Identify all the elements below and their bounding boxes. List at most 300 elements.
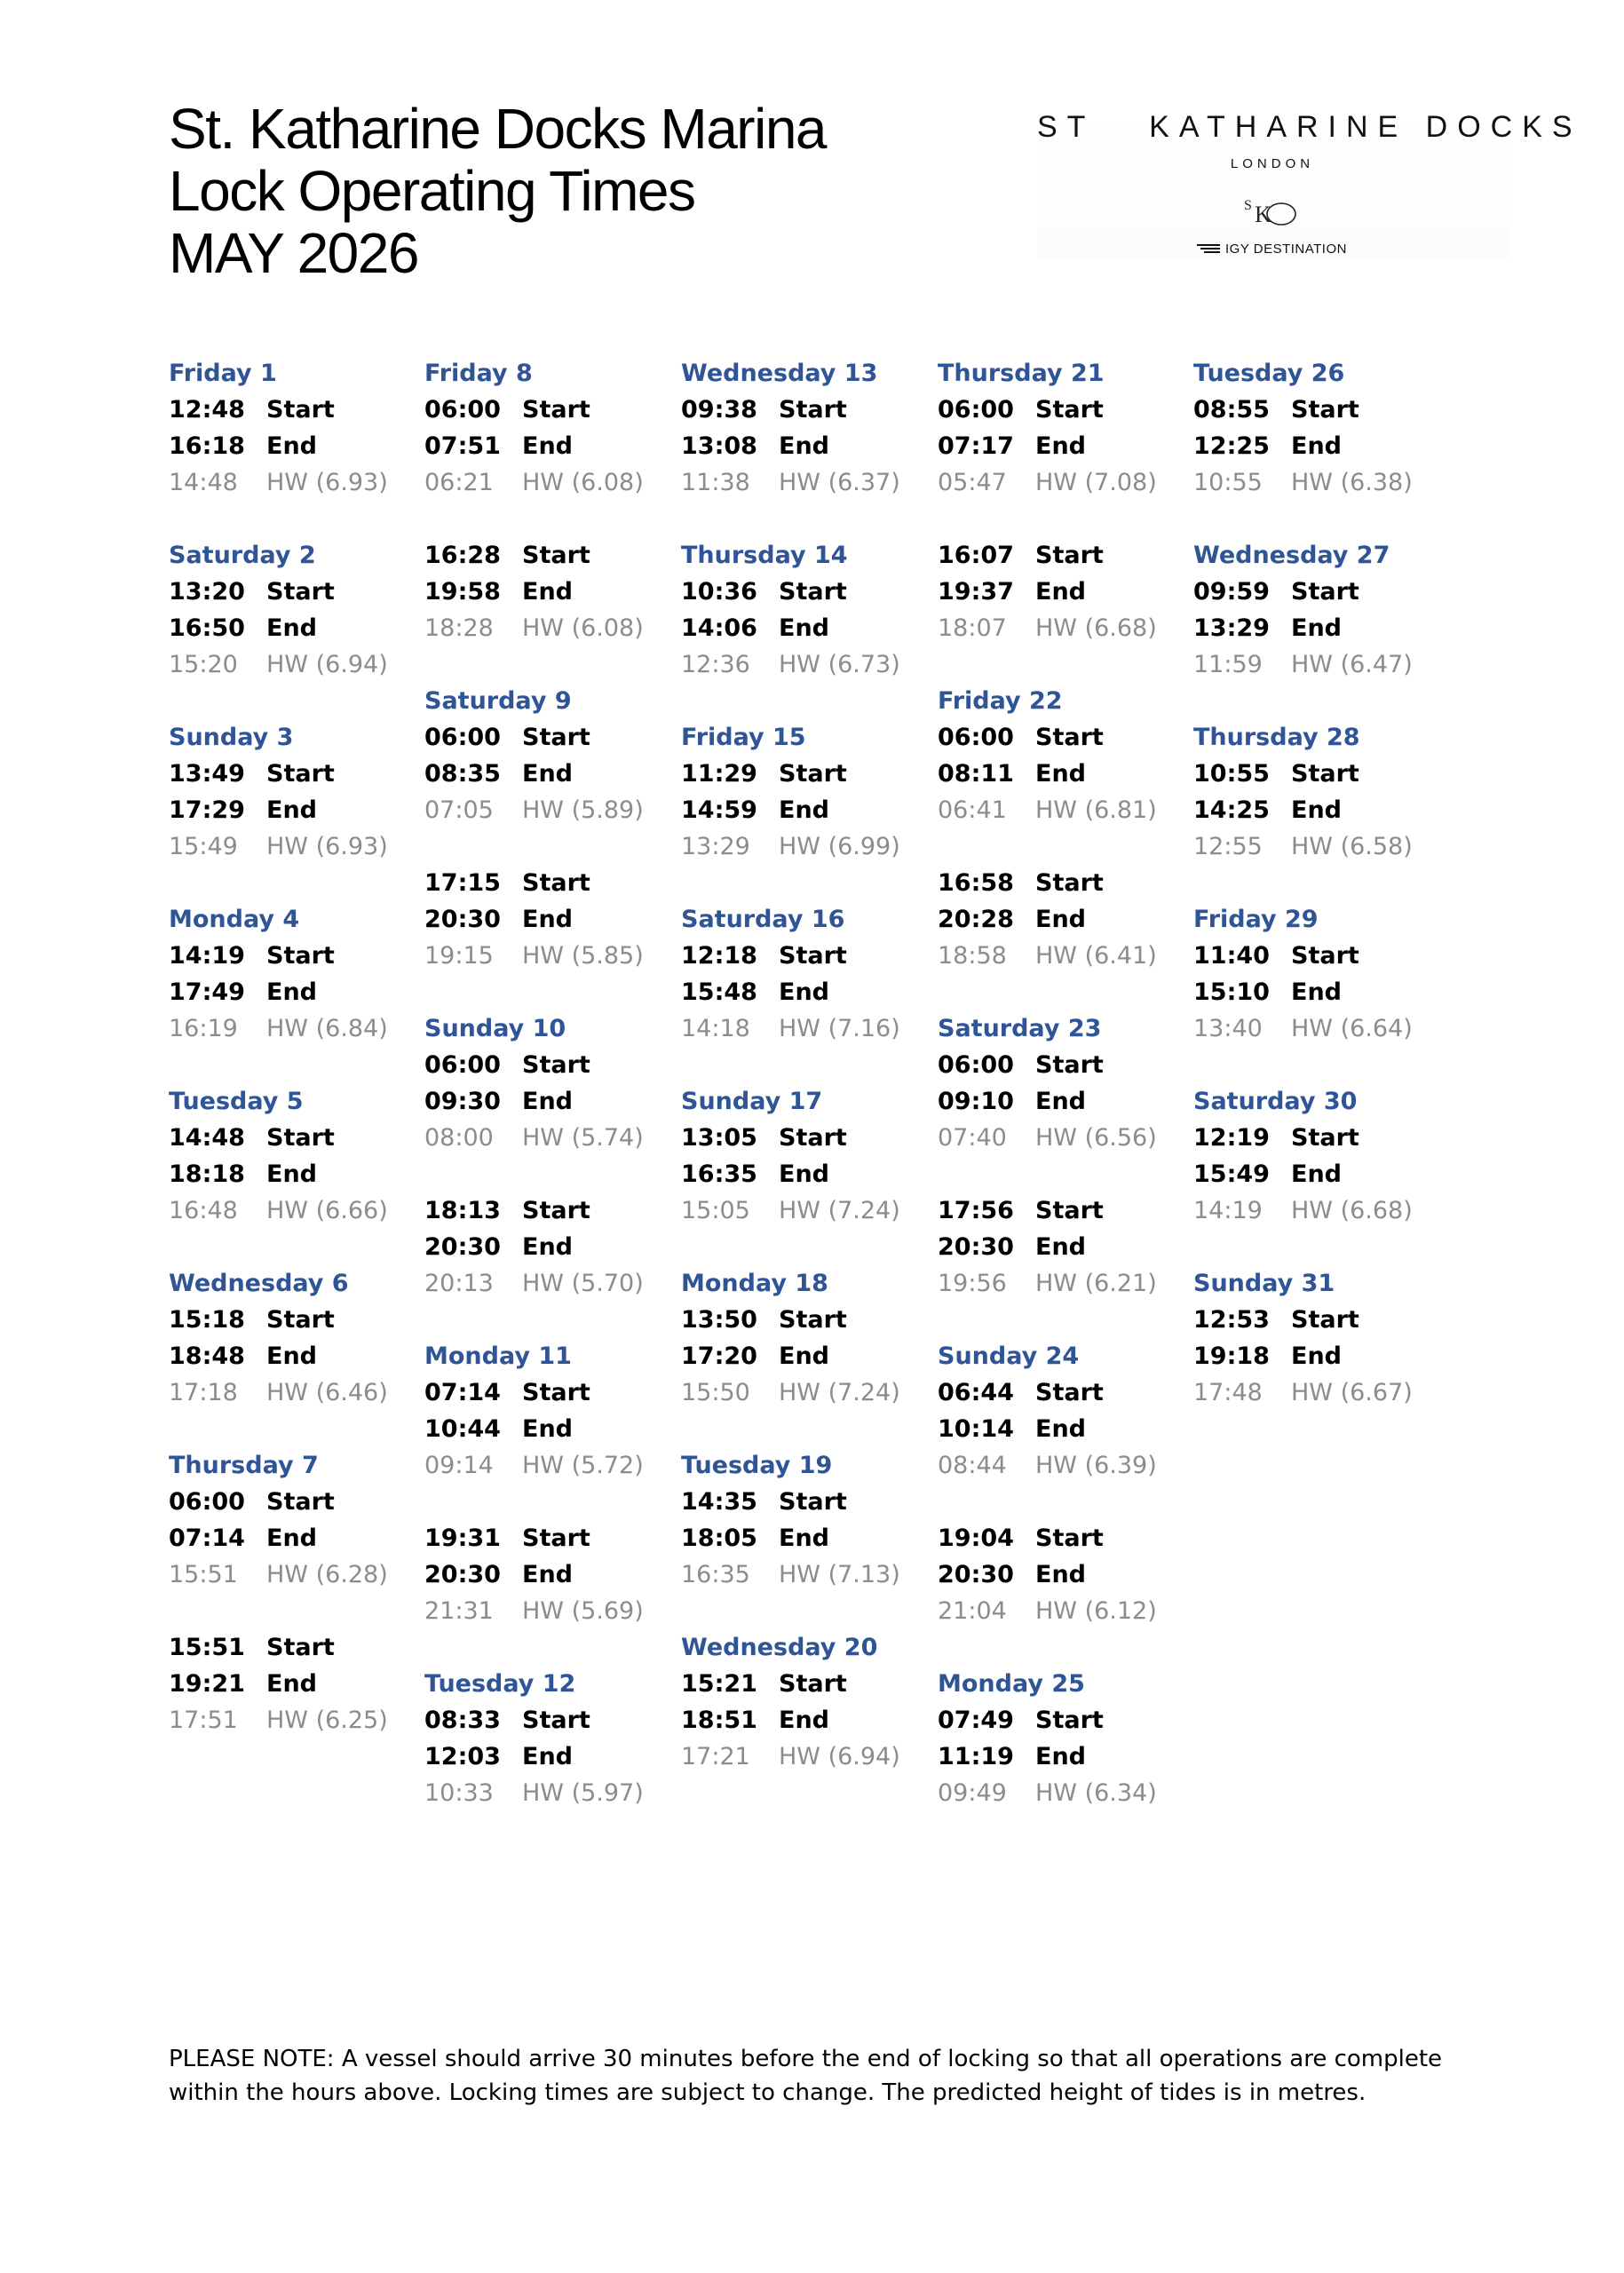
start-label: Start [1035,1707,1104,1734]
lock-start-row [938,1520,1191,1556]
lock-end-row [938,428,1191,464]
lock-start-time: 12:53 [1193,1306,1270,1334]
spacer [681,683,934,719]
lock-start-row [169,1629,422,1666]
high-water-row [424,938,677,974]
lock-end-time: 18:05 [681,1525,757,1552]
high-water-height: HW (6.67) [1291,1379,1413,1406]
spacer [938,828,1191,865]
lock-end-time: 19:37 [938,578,1014,606]
day-group [938,683,1191,974]
end-label: End [1035,1743,1086,1770]
day-heading: Sunday 31 [1193,1270,1335,1297]
start-label: Start [1291,1306,1359,1334]
start-label: Start [522,724,590,751]
day-group [169,1447,422,1738]
high-water-time: 16:19 [169,1015,238,1042]
start-label: Start [1035,1051,1104,1079]
lock-end-time: 16:50 [169,614,245,642]
lock-end-row [169,1666,422,1702]
spacer [424,1484,677,1520]
lock-start-row [681,1302,934,1338]
high-water-row [681,1374,934,1411]
high-water-time: 19:15 [424,942,494,970]
lock-start-row [1193,1120,1446,1156]
lock-end-row [169,1520,422,1556]
lock-start-time: 10:55 [1193,760,1270,788]
high-water-row [169,1374,422,1411]
end-label: End [1035,906,1086,933]
high-water-time: 09:49 [938,1779,1007,1807]
start-label: Start [1291,578,1359,606]
end-label: End [1291,1342,1342,1370]
lock-start-time: 13:05 [681,1124,757,1152]
spacer [938,501,1191,537]
day-heading: Wednesday 6 [169,1270,349,1297]
lock-end-row [169,610,422,646]
high-water-time: 07:05 [424,796,494,824]
logo-brand-text: ST KATHARINE DOCKS [1037,110,1582,144]
end-label: End [1035,1561,1086,1588]
lock-end-time: 16:18 [169,432,245,460]
high-water-row [681,646,934,683]
lock-end-time: 14:25 [1193,796,1270,824]
day-group [681,1629,934,1775]
lock-start-time: 06:00 [938,1051,1014,1079]
day-group [424,1338,677,1629]
lock-end-time: 16:35 [681,1160,757,1188]
high-water-height: HW (6.46) [266,1379,388,1406]
schedule-column [169,355,422,1738]
lock-end-row [681,974,934,1010]
high-water-time: 14:19 [1193,1197,1263,1224]
start-label: Start [266,1306,335,1334]
lock-start-time: 06:00 [169,1488,245,1516]
lock-end-row [424,574,677,610]
lock-end-time: 11:19 [938,1743,1014,1770]
lock-end-row [1193,428,1446,464]
lock-start-time: 19:31 [424,1525,501,1552]
lock-end-time: 10:44 [424,1415,501,1443]
day-heading: Sunday 17 [681,1088,823,1115]
spacer [681,1047,934,1083]
lock-end-time: 20:30 [424,906,501,933]
high-water-time: 17:21 [681,1743,750,1770]
high-water-row [1193,646,1446,683]
lock-start-row [938,1192,1191,1229]
high-water-height: HW (5.70) [522,1270,644,1297]
high-water-height: HW (5.89) [522,796,644,824]
lock-start-time: 09:59 [1193,578,1270,606]
lock-start-row [1193,392,1446,428]
high-water-height: HW (6.73) [779,651,900,678]
spacer [424,1302,677,1338]
lock-end-time: 13:29 [1193,614,1270,642]
lock-end-row [938,1083,1191,1120]
lock-start-time: 16:28 [424,542,501,569]
day-heading: Saturday 30 [1193,1088,1358,1115]
end-label: End [522,760,573,788]
high-water-time: 09:14 [424,1452,494,1479]
spacer [1193,1047,1446,1083]
lock-start-time: 15:51 [169,1634,245,1661]
lock-start-time: 16:07 [938,542,1014,569]
high-water-height: HW (6.34) [1035,1779,1157,1807]
day-heading: Saturday 16 [681,906,845,933]
high-water-time: 05:47 [938,469,1007,496]
lock-start-time: 07:49 [938,1707,1014,1734]
lock-start-row [424,1374,677,1411]
lock-start-row [681,1120,934,1156]
high-water-time: 10:55 [1193,469,1263,496]
day-group [681,719,934,865]
high-water-time: 14:48 [169,469,238,496]
day-heading: Wednesday 13 [681,360,878,387]
start-label: Start [1035,396,1104,424]
lock-end-row [938,1229,1191,1265]
lock-end-time: 14:06 [681,614,757,642]
lock-start-row [938,537,1191,574]
svg-text:S: S [1244,198,1252,213]
start-label: Start [522,1707,590,1734]
spacer [681,865,934,901]
lock-end-time: 18:18 [169,1160,245,1188]
high-water-row [1193,1010,1446,1047]
start-label: Start [522,396,590,424]
lock-start-row [424,1702,677,1738]
high-water-height: HW (5.74) [522,1124,644,1152]
lock-end-row [938,1411,1191,1447]
day-group [938,1338,1191,1629]
day-group [1193,1265,1446,1411]
high-water-time: 21:31 [424,1597,494,1625]
lock-start-time: 10:36 [681,578,757,606]
start-label: Start [779,396,847,424]
spacer [169,1411,422,1447]
spacer [938,1629,1191,1666]
lock-end-time: 15:48 [681,978,757,1006]
lock-end-time: 20:30 [938,1233,1014,1261]
title-line-marina: St. Katharine Docks Marina [169,97,826,161]
start-label: Start [266,1488,335,1516]
lock-end-row [1193,1156,1446,1192]
spacer [424,974,677,1010]
high-water-row [169,1010,422,1047]
high-water-time: 18:07 [938,614,1007,642]
lock-end-row [681,792,934,828]
lock-start-row [1193,1302,1446,1338]
day-heading: Sunday 10 [424,1015,566,1042]
end-label: End [779,1160,829,1188]
end-label: End [266,978,317,1006]
page-title [169,98,826,284]
end-label: End [1291,978,1342,1006]
lock-start-time: 13:20 [169,578,245,606]
day-heading: Wednesday 20 [681,1634,878,1661]
high-water-row [938,792,1191,828]
end-label: End [522,578,573,606]
lock-start-time: 13:50 [681,1306,757,1334]
lock-start-time: 06:00 [424,396,501,424]
lock-end-time: 15:49 [1193,1160,1270,1188]
spacer [169,683,422,719]
lock-start-time: 16:58 [938,869,1014,897]
lock-end-time: 07:14 [169,1525,245,1552]
high-water-row [424,1593,677,1629]
lock-start-time: 15:21 [681,1670,757,1698]
high-water-time: 16:48 [169,1197,238,1224]
start-label: Start [1035,542,1104,569]
high-water-time: 06:41 [938,796,1007,824]
high-water-row [681,1010,934,1047]
day-heading: Monday 25 [938,1670,1085,1698]
high-water-row [424,1775,677,1811]
lock-start-time: 18:13 [424,1197,501,1224]
high-water-height: HW (6.37) [779,469,900,496]
start-label: Start [1291,396,1359,424]
high-water-time: 17:48 [1193,1379,1263,1406]
start-label: Start [266,1124,335,1152]
start-label: Start [1035,1379,1104,1406]
start-label: Start [522,1197,590,1224]
day-heading: Tuesday 26 [1193,360,1345,387]
start-label: Start [522,542,590,569]
start-label: Start [1291,1124,1359,1152]
high-water-row [681,1556,934,1593]
start-label: Start [266,760,335,788]
lock-start-row [938,1374,1191,1411]
lock-end-row [424,1229,677,1265]
lock-start-time: 12:18 [681,942,757,970]
day-group [424,683,677,974]
lock-end-time: 14:59 [681,796,757,824]
lock-end-row [169,428,422,464]
lock-end-row [169,974,422,1010]
high-water-height: HW (7.16) [779,1015,900,1042]
lock-end-row [938,756,1191,792]
high-water-row [169,1556,422,1593]
lock-start-time: 19:04 [938,1525,1014,1552]
lock-start-row [681,1666,934,1702]
high-water-time: 11:38 [681,469,750,496]
start-label: Start [522,1051,590,1079]
end-label: End [266,1160,317,1188]
lock-end-time: 08:11 [938,760,1014,788]
high-water-row [938,610,1191,646]
spacer [1193,1229,1446,1265]
lock-start-time: 15:18 [169,1306,245,1334]
high-water-height: HW (6.68) [1291,1197,1413,1224]
end-label: End [1035,432,1086,460]
day-group [169,1265,422,1411]
lock-start-row [424,1520,677,1556]
start-label: Start [779,1488,847,1516]
spacer [424,1156,677,1192]
high-water-row [424,792,677,828]
lock-end-time: 10:14 [938,1415,1014,1443]
end-label: End [1035,578,1086,606]
high-water-time: 18:28 [424,614,494,642]
high-water-height: HW (6.08) [522,469,644,496]
lock-end-time: 09:10 [938,1088,1014,1115]
day-group [169,355,422,501]
high-water-height: HW (6.93) [266,833,388,860]
high-water-time: 15:50 [681,1379,750,1406]
lock-end-time: 07:51 [424,432,501,460]
day-heading: Thursday 7 [169,1452,319,1479]
lock-end-time: 19:58 [424,578,501,606]
lock-end-row [938,574,1191,610]
day-heading: Saturday 23 [938,1015,1102,1042]
day-group [1193,355,1446,501]
end-label: End [1291,614,1342,642]
day-heading: Monday 18 [681,1270,828,1297]
lock-end-row [424,428,677,464]
lock-end-row [169,1156,422,1192]
high-water-row [1193,464,1446,501]
end-label: End [266,796,317,824]
day-group [1193,537,1446,683]
end-label: End [266,1670,317,1698]
high-water-time: 19:56 [938,1270,1007,1297]
lock-end-time: 08:35 [424,760,501,788]
lock-start-row [681,392,934,428]
lock-end-row [424,1083,677,1120]
lock-start-time: 12:48 [169,396,245,424]
end-label: End [1035,1233,1086,1261]
day-group [169,719,422,865]
schedule-column [938,355,1191,1811]
end-label: End [1035,1088,1086,1115]
high-water-height: HW (6.84) [266,1015,388,1042]
start-label: Start [779,1124,847,1152]
lock-end-time: 18:51 [681,1707,757,1734]
high-water-height: HW (5.97) [522,1779,644,1807]
footer-note: PLEASE NOTE: A vessel should arrive 30 minutes before the end of locking so that all operations are complete within the hours above. Locking times are subject to change. The predicted height of tides is in metres. [169,2046,1443,2106]
lock-start-time: 06:44 [938,1379,1014,1406]
lock-start-time: 09:38 [681,396,757,424]
lock-end-row [938,901,1191,938]
start-label: Start [266,396,335,424]
end-label: End [779,1342,829,1370]
start-label: Start [1291,760,1359,788]
day-heading: Saturday 9 [424,687,572,715]
lock-end-row [424,756,677,792]
lock-end-time: 13:08 [681,432,757,460]
high-water-row [681,828,934,865]
high-water-time: 13:40 [1193,1015,1263,1042]
end-label: End [1291,432,1342,460]
spacer [1193,501,1446,537]
end-label: End [522,906,573,933]
start-label: Start [779,578,847,606]
day-heading: Friday 8 [424,360,533,387]
spacer [938,1156,1191,1192]
lock-end-time: 17:49 [169,978,245,1006]
high-water-time: 16:35 [681,1561,750,1588]
lock-start-time: 17:56 [938,1197,1014,1224]
lock-end-time: 20:30 [424,1561,501,1588]
high-water-height: HW (6.47) [1291,651,1413,678]
lock-start-time: 06:00 [938,396,1014,424]
high-water-row [938,1447,1191,1484]
day-heading: Friday 15 [681,724,806,751]
high-water-row [681,464,934,501]
day-heading: Friday 22 [938,687,1063,715]
high-water-row [938,1593,1191,1629]
spacer [169,1047,422,1083]
high-water-height: HW (6.99) [779,833,900,860]
high-water-time: 07:40 [938,1124,1007,1152]
lock-start-row [424,1192,677,1229]
lock-end-row [1193,792,1446,828]
lock-start-row [169,938,422,974]
lock-start-time: 08:33 [424,1707,501,1734]
lock-start-row [1193,756,1446,792]
start-label: Start [779,1670,847,1698]
lock-end-row [424,1411,677,1447]
start-label: Start [1035,1197,1104,1224]
end-label: End [266,1342,317,1370]
high-water-height: HW (7.24) [779,1197,900,1224]
end-label: End [522,1233,573,1261]
lock-end-row [681,1702,934,1738]
high-water-row [424,1447,677,1484]
end-label: End [522,1088,573,1115]
spacer [169,501,422,537]
title-line-subject: Lock Operating Times [169,159,695,223]
lock-start-row [424,392,677,428]
st-katharine-docks-logo [1037,107,1582,259]
high-water-row [424,464,677,501]
lock-start-row [424,865,677,901]
high-water-time: 15:51 [169,1561,238,1588]
day-group [1193,719,1446,865]
lock-start-row [169,1120,422,1156]
day-group [938,1666,1191,1811]
high-water-time: 15:49 [169,833,238,860]
lock-start-row [938,1047,1191,1083]
high-water-time: 18:58 [938,942,1007,970]
lock-end-time: 12:03 [424,1743,501,1770]
lock-start-time: 17:15 [424,869,501,897]
lock-start-row [169,756,422,792]
high-water-row [424,610,677,646]
lock-end-time: 20:30 [938,1561,1014,1588]
high-water-time: 21:04 [938,1597,1007,1625]
start-label: Start [779,760,847,788]
end-label: End [779,796,829,824]
high-water-row [169,464,422,501]
high-water-height: HW (6.58) [1291,833,1413,860]
lock-end-row [1193,1338,1446,1374]
lock-start-row [681,1484,934,1520]
lock-end-row [938,1738,1191,1775]
spacer [169,1229,422,1265]
end-label: End [779,1525,829,1552]
spacer [938,1302,1191,1338]
high-water-height: HW (5.85) [522,942,644,970]
high-water-time: 17:18 [169,1379,238,1406]
lock-start-row [424,537,677,574]
svg-text:K: K [1255,202,1271,227]
high-water-time: 08:44 [938,1452,1007,1479]
day-group [424,1666,677,1811]
spacer [424,828,677,865]
high-water-height: HW (6.66) [266,1197,388,1224]
spacer [424,501,677,537]
day-group [169,537,422,683]
